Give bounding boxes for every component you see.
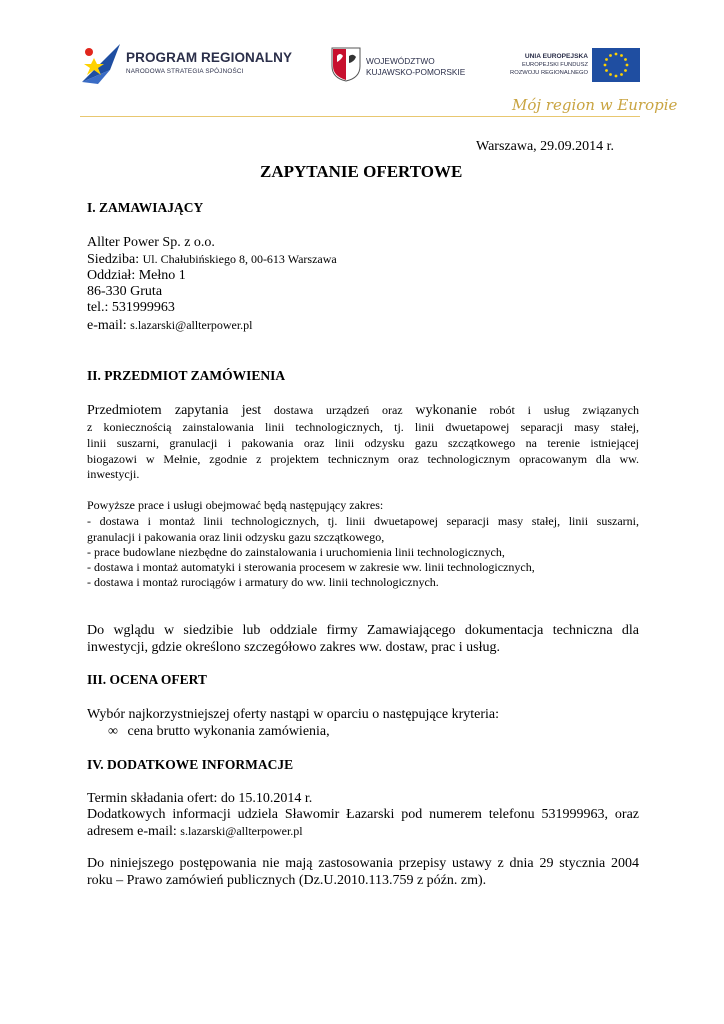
contact-email <box>87 317 253 334</box>
eu-line2: EUROPEJSKI FUNDUSZ <box>521 62 588 68</box>
criterion-list-item <box>108 724 330 740</box>
eu-logo <box>506 48 640 84</box>
company-name: Allter Power Sp. z o.o. <box>87 235 215 250</box>
deadline-line: Termin składania ofert: do 15.10.2014 r. <box>87 791 313 806</box>
header-divider <box>80 116 640 117</box>
documentation-line2: inwestycji, gdzie określono szczegółowo zakres ww. dostaw, prac i usług. <box>87 640 501 655</box>
email-label: e-mail: <box>87 318 127 333</box>
eu-line1: UNIA EUROPEJSKA <box>524 53 588 60</box>
subject-paragraph-line4: biogazowi w Mełnie, zgodnie z projektem technicznym oraz technologicznym opracowanym dla ww. <box>87 452 639 466</box>
star-arrow-icon <box>80 42 122 86</box>
company-seat <box>87 251 337 268</box>
program-title: PROGRAM REGIONALNY <box>126 50 293 65</box>
region-line1: WOJEWÓDZTWO <box>366 56 435 66</box>
section-heading-ordering-party: I. ZAMAWIAJĄCY <box>87 200 204 215</box>
law-line1: Do niniejszego postępowania nie mają zastosowania przepisy ustawy z dnia 29 stycznia 2004 <box>87 856 639 871</box>
seat-label: Siedziba: <box>87 252 140 267</box>
law-line2: roku – Prawo zamówień publicznych (Dz.U.2010.113.759 z późn. zm). <box>87 873 487 888</box>
contact-info-line1: Dodatkowych informacji udziela Sławomir Łazarski pod numerem telefonu 531999963, oraz <box>87 807 639 822</box>
region-line2: KUJAWSKO-POMORSKIE <box>366 67 466 77</box>
scope-item-2: - prace budowlane niezbędne do zainstalowania i uruchomienia linii technologicznych, <box>87 545 505 559</box>
info-email-link[interactable]: s.lazarski@allterpower.pl <box>180 824 303 838</box>
section-heading-additional-info: IV. DODATKOWE INFORMACJE <box>87 757 294 772</box>
phone-number: tel.: 531999963 <box>87 300 175 315</box>
section-heading-evaluation: III. OCENA OFERT <box>87 672 207 687</box>
scope-item-1b: granulacji i pakowania oraz linii odzysku gazu szczątkowego, <box>87 530 385 544</box>
subject-paragraph-line3: linii suszarni, granulacji i pakowania oraz linii odzysku gazu szczątkowego na terenie istniejącej <box>87 436 639 450</box>
section-heading-subject: II. PRZEDMIOT ZAMÓWIENIA <box>87 368 286 383</box>
region-motto: Mój region w Europie <box>512 96 678 114</box>
postal-code: 86-330 Gruta <box>87 284 163 299</box>
bullet-infinity-icon: ∞ <box>108 724 118 739</box>
seat-value: Ul. Chałubińskiego 8, 00-613 Warszawa <box>142 252 337 266</box>
documentation-line1: Do wglądu w siedzibie lub oddziale firmy Zamawiającego dokumentacja techniczna dla <box>87 623 639 638</box>
scope-item-3: - dostawa i montaż automatyki i sterowania procesem w zakresie ww. linii technologicznych, <box>87 560 535 574</box>
email-link[interactable]: s.lazarski@allterpower.pl <box>130 318 253 332</box>
subject-paragraph-line5: inwestycji. <box>87 467 140 481</box>
evaluation-intro: Wybór najkorzystniejszej oferty nastąpi w oparciu o następujące kryteria: <box>87 707 500 722</box>
page-title: ZAPYTANIE OFERTOWE <box>260 162 463 181</box>
scope-item-1a: - dostawa i montaż linii technologicznych, tj. linii dwuetapowej separacji masy stałej, linii suszarni, <box>87 514 639 528</box>
coat-of-arms-icon <box>330 46 362 82</box>
info-email-label: adresem e-mail: <box>87 824 177 839</box>
scope-item-4: - dostawa i montaż rurociągów i armatury do ww. linii technologicznych. <box>87 575 439 589</box>
date-line: Warszawa, 29.09.2014 r. <box>476 139 615 154</box>
program-regionalny-logo <box>80 42 293 86</box>
eu-flag-icon <box>592 48 640 82</box>
branch-address: Oddział: Mełno 1 <box>87 268 186 283</box>
program-subtitle: NARODOWA STRATEGIA SPÓJNOŚCI <box>126 68 244 75</box>
criterion-text: cena brutto wykonania zamówienia, <box>127 724 330 739</box>
contact-info-line2 <box>87 823 303 840</box>
subject-paragraph-line2: z koniecznością zainstalowania linii technologicznych, tj. linii dwuetapowej separacji masy stałej, <box>87 420 639 434</box>
eu-line3: ROZWOJU REGIONALNEGO <box>510 70 588 76</box>
subject-paragraph-line1: Przedmiotem zapytania jest dostawa urządzeń oraz wykonanie robót i usług związanych <box>87 403 640 418</box>
scope-intro: Powyższe prace i usługi obejmować będą następujący zakres: <box>87 498 384 512</box>
region-logo <box>330 46 475 84</box>
